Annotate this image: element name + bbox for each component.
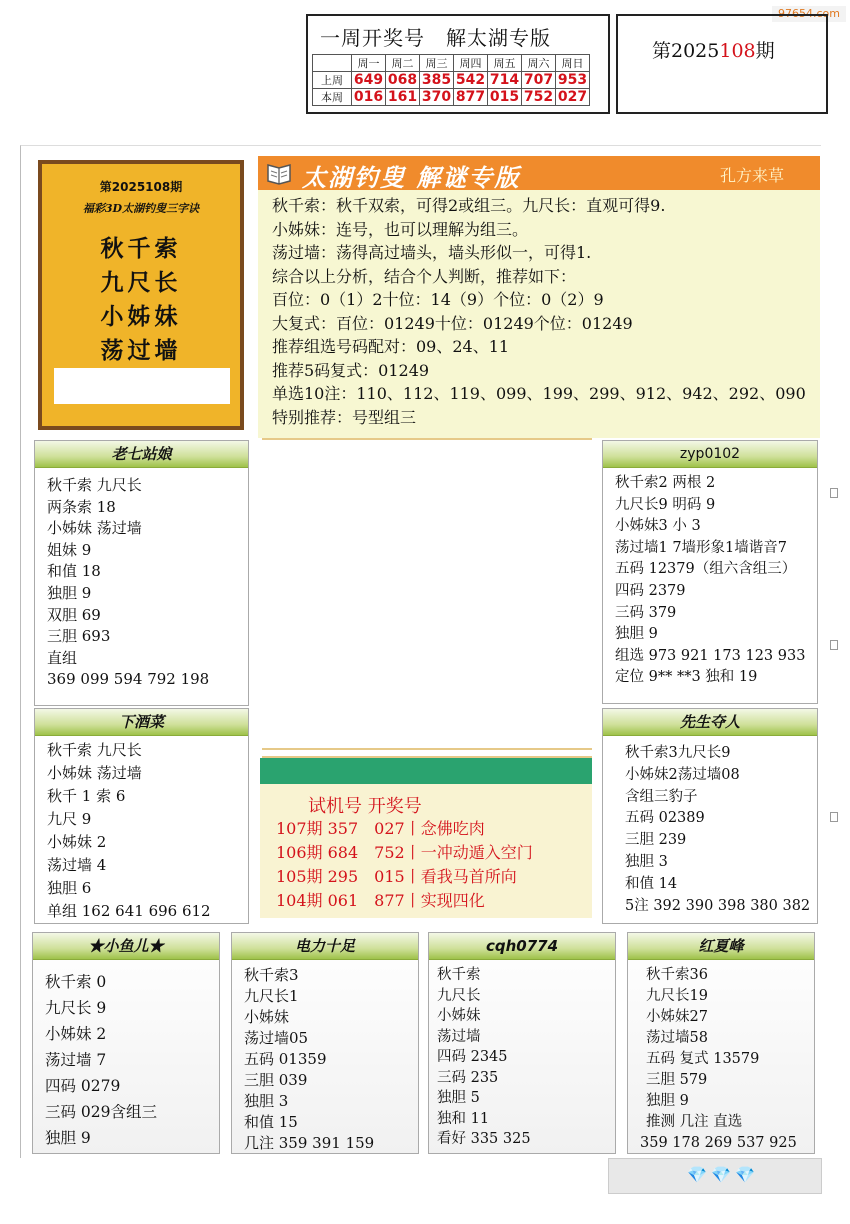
day-header: 周四 (454, 55, 488, 72)
diamond-icon: 💎 (735, 1165, 755, 1184)
issue-box (616, 14, 828, 114)
card-xiaoyu (32, 932, 220, 1154)
main-header (258, 156, 820, 190)
card-text: 秋千索 九尺长 小姊妹 荡过墙 四码 2345 三码 235 独胆 5 独和 11 看好 335 325 (437, 967, 531, 1147)
analysis-line: 百位：0（1）2十位：14（9）个位：0（2）9 (272, 290, 604, 309)
card-text: 秋千索3九尺长9 小姊妹2荡过墙08 含组三豹子 五码 02389 三胆 239 独胆 3 和值 14 5注 392 390 398 380 382 (625, 745, 811, 914)
main-author: 孔方来草 (719, 166, 784, 185)
edge-tick (830, 640, 838, 650)
analysis-line: 秋千索：秋千双索，可得2或组三。九尺长：直观可得9. (272, 196, 666, 215)
day-header: 周三 (420, 55, 454, 72)
card-xiansheng (602, 708, 818, 924)
day-header: 周六 (522, 55, 556, 72)
gold-subtitle: 福彩3D太湖钓叟三字诀 (82, 202, 200, 215)
row-label: 上周 (313, 72, 352, 89)
trial-row: 104期 061 877丨实现四化 (276, 891, 485, 910)
card-hongxia (627, 932, 815, 1154)
trial-row: 105期 295 015丨看我马首所向 (276, 867, 517, 886)
analysis-line: 大复式：百位：01249十位：01249个位：01249 (272, 313, 633, 333)
blank-panel (54, 368, 230, 404)
card-text: 秋千索 九尺长 小姊妹 荡过墙 秋千 1 索 6 九尺 9 小姊妹 2 荡过墙 4 独胆 6 单组 162 641 696 612 (47, 741, 211, 920)
weekly-table (312, 54, 590, 106)
result-number: 752 (522, 89, 556, 106)
main-analysis-text (272, 194, 806, 429)
watermark: 97654.com (772, 6, 846, 22)
result-number: 068 (386, 72, 420, 89)
card-title: cqh0774 (429, 933, 615, 960)
card-text: 秋千索 九尺长 两条索 18 小姊妹 荡过墙 姐妹 9 和值 18 独胆 9 双胆 69 三胆 693 直组 369 099 594 792 198 (47, 476, 210, 689)
card-title: zyp0102 (603, 441, 817, 468)
card-text: 秋千索 0 九尺长 9 小姊妹 2 荡过墙 7 四码 0279 三码 029含组三 独胆 9 (45, 973, 158, 1147)
trial-header: 试机号 开奖号 (308, 796, 422, 817)
card-title: 先生夺人 (603, 709, 817, 736)
weekly-title: 一周开奖号 解太湖专版 (320, 26, 551, 50)
result-number: 015 (488, 89, 522, 106)
main-title: 太湖钓叟 解谜专版 (302, 163, 521, 192)
day-header: 周二 (386, 55, 420, 72)
trial-number-panel (260, 758, 592, 918)
card-text: 秋千索3 九尺长1 小姊妹 荡过墙05 五码 01359 三胆 039 独胆 3 和值 15 几注 359 391 159 (244, 966, 375, 1152)
gold-issue: 第2025108期 (99, 180, 183, 194)
issue-number: 第2025108期 (652, 40, 775, 62)
result-number: 714 (488, 72, 522, 89)
analysis-line: 特别推荐：号型组三 (272, 407, 417, 427)
trial-bar (260, 758, 592, 784)
result-number: 027 (556, 89, 590, 106)
diamond-icon: 💎 (687, 1165, 707, 1184)
card-title: 下酒菜 (35, 709, 248, 736)
diamond-strip (608, 1158, 822, 1194)
edge-tick (830, 812, 838, 822)
analysis-line: 推荐5码复式：01249 (272, 360, 430, 380)
edge-tick (830, 488, 838, 498)
card-dianli (231, 932, 419, 1154)
result-number: 161 (386, 89, 420, 106)
separator-line (262, 438, 592, 440)
card-title: ★小鱼儿★ (33, 933, 219, 960)
result-number: 542 (454, 72, 488, 89)
gold-phrase: 九尺长 (100, 269, 182, 296)
result-number: 016 (352, 89, 386, 106)
book-icon (266, 161, 292, 185)
analysis-line: 推荐组选号码配对：09、24、11 (272, 337, 510, 356)
trial-row: 106期 684 752丨一冲动遁入空门 (276, 843, 533, 862)
card-laoqi (34, 440, 249, 706)
card-title: 电力十足 (232, 933, 418, 960)
result-number: 370 (420, 89, 454, 106)
card-text: 秋千索2 两根 2 九尺长9 明码 9 小姊妹3 小 3 荡过墙1 7墙形象1墙谐音7 五码 12379（组六含组三） 四码 2379 三码 379 独胆 9 组选 973 921 173 123 933 定位 9** **3 独和 19 (615, 475, 806, 686)
result-number: 707 (522, 72, 556, 89)
card-cqh (428, 932, 616, 1154)
weekly-results-box (306, 14, 610, 114)
day-header: 周一 (352, 55, 386, 72)
analysis-line: 小姊妹：连号，也可以理解为组三。 (272, 219, 529, 239)
card-title: 老七站娘 (35, 441, 248, 468)
trial-row: 107期 357 027丨念佛吃肉 (276, 819, 485, 838)
result-number: 649 (352, 72, 386, 89)
card-zyp (602, 440, 818, 704)
gold-phrase: 秋千索 (100, 235, 182, 262)
result-number: 877 (454, 89, 488, 106)
card-text: 秋千索36 九尺长19 小姊妹27 荡过墙58 五码 复式 13579 三胆 579 独胆 9 推测 几注 直选 359 178 269 537 925 (640, 967, 797, 1151)
gold-phrase: 小姊妹 (100, 303, 182, 330)
day-header: 周日 (556, 55, 590, 72)
separator-line (262, 748, 592, 758)
card-title: 红夏峰 (628, 933, 814, 960)
analysis-line: 荡过墙：荡得高过墙头，墙头形似一，可得1. (272, 243, 592, 262)
day-header: 周五 (488, 55, 522, 72)
analysis-line: 单选10注：110、112、119、099、199、299、912、942、292、090 (272, 384, 806, 403)
gold-title-card (38, 160, 244, 430)
row-label: 本周 (313, 89, 352, 106)
result-number: 953 (556, 72, 590, 89)
analysis-line: 综合以上分析，结合个人判断，推荐如下： (272, 266, 577, 286)
diamond-icon: 💎 (711, 1165, 731, 1184)
gold-phrase: 荡过墙 (100, 337, 182, 364)
result-number: 385 (420, 72, 454, 89)
main-analysis-panel (258, 156, 820, 438)
card-xiajiu (34, 708, 249, 924)
